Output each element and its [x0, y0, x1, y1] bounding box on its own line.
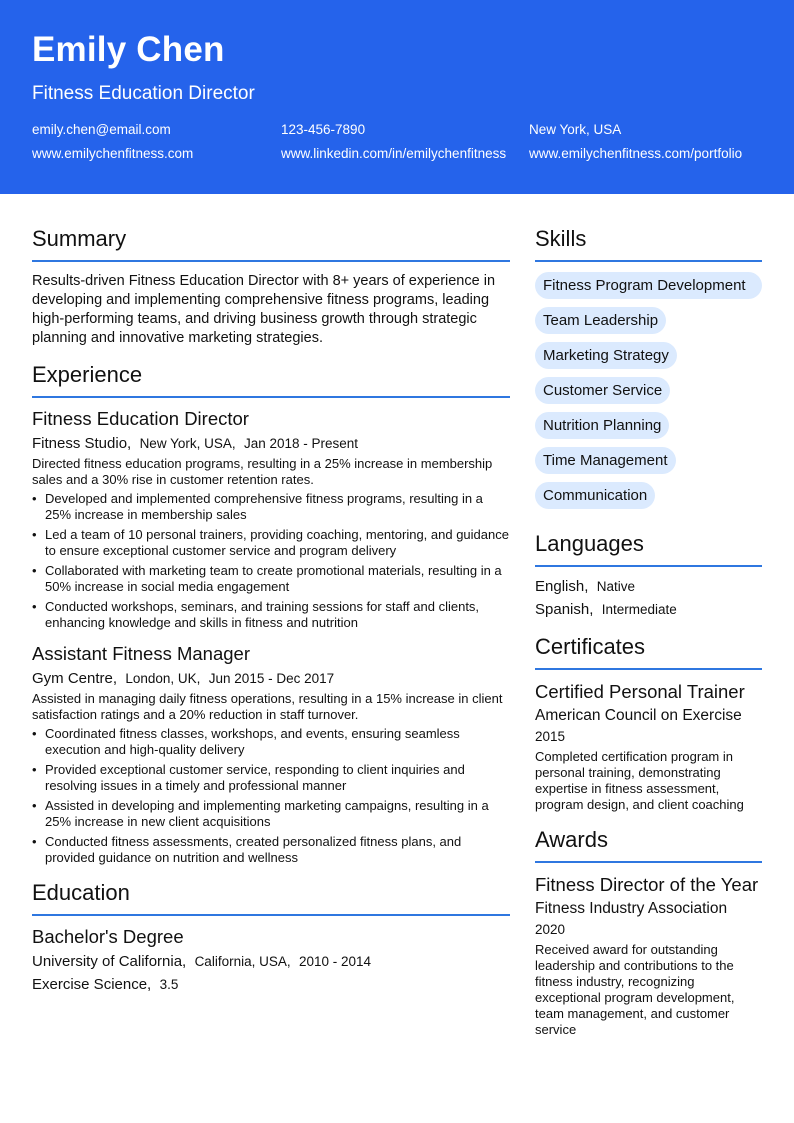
list-item: • Collaborated with marketing team to create promotional materials, resulting in a 50% increase in social media engagement [32, 563, 510, 595]
job-title: Assistant Fitness Manager [32, 643, 250, 664]
job-description: Directed fitness education programs, resulting in a 25% increase in membership sales and a 30% rise in customer retention rates. [32, 456, 493, 487]
school-location: California, USA, [194, 954, 291, 969]
job-dates: Jun 2015 - Dec 2017 [208, 671, 335, 686]
field-of-study: Exercise Science, [32, 976, 152, 993]
candidate-title: Fitness Education Director [32, 83, 255, 104]
skill-tag: Marketing Strategy [535, 342, 677, 369]
skill-tag: Communication [535, 482, 655, 509]
award-issuer: Fitness Industry Association [535, 900, 728, 917]
skills-list [535, 272, 762, 517]
company-name: Gym Centre, [32, 670, 118, 687]
section-heading: Languages [535, 531, 762, 567]
job-description: Assisted in managing daily fitness operations, resulting in a 15% increase in client satisfaction ratings and a 20% reduction in staff turnover. [32, 691, 503, 722]
section-heading: Awards [535, 827, 762, 863]
candidate-name: Emily Chen [32, 30, 225, 69]
language-name: Spanish, [535, 601, 594, 618]
job-location: New York, USA, [139, 436, 236, 451]
award-title: Fitness Director of the Year [535, 874, 759, 895]
phone-number: 123-456-7890 [281, 122, 366, 137]
job-meta [32, 434, 510, 454]
company-name: Fitness Studio, [32, 435, 132, 452]
certificate-description: Completed certification program in personal training, demonstrating expertise in fitness assessment, program design, and client coaching [535, 749, 744, 812]
skill-tag: Customer Service [535, 377, 670, 404]
education-meta [32, 952, 510, 972]
list-item: • Conducted workshops, seminars, and training sessions for staff and clients, enhancing knowledge and skills in fitness and nutrition [32, 599, 510, 631]
section-heading: Experience [32, 362, 510, 398]
skill-tag: Nutrition Planning [535, 412, 669, 439]
skill-tag: Time Management [535, 447, 676, 474]
education-field-row [32, 975, 510, 995]
list-item: • Conducted fitness assessments, created personalized fitness plans, and provided guidance on nutrition and wellness [32, 834, 510, 866]
email-link[interactable]: emily.chen@email.com [32, 122, 171, 137]
job-meta [32, 669, 510, 689]
certificate-title: Certified Personal Trainer [535, 681, 745, 702]
language-level: Intermediate [601, 602, 677, 617]
summary-section [32, 226, 510, 348]
portfolio-link[interactable]: www.emilychenfitness.com/portfolio [529, 146, 743, 161]
main-column [32, 226, 510, 995]
certificate-year: 2015 [535, 729, 566, 744]
list-item: • Provided exceptional customer service, responding to client inquiries and resolving issues in a timely and professional manner [32, 762, 510, 794]
languages-section [535, 531, 762, 620]
location: New York, USA [529, 122, 622, 137]
summary-text: Results-driven Fitness Education Director with 8+ years of experience in developing and implementing comprehensive fitness programs, leading high-performing teams, and driving business growth through strategic planning and innovative marketing strategies. [32, 273, 496, 346]
language-level: Native [596, 579, 635, 594]
job-entry [32, 643, 510, 866]
skill-tag: Fitness Program Development [535, 272, 762, 299]
job-title: Fitness Education Director [32, 408, 249, 429]
skill-tag: Team Leadership [535, 307, 666, 334]
section-heading: Certificates [535, 634, 762, 670]
certificates-section [535, 634, 762, 813]
job-bullets [32, 491, 510, 631]
degree: Bachelor's Degree [32, 926, 184, 947]
website-link[interactable]: www.emilychenfitness.com [32, 146, 194, 161]
list-item: • Coordinated fitness classes, workshops, and events, ensuring seamless execution and high-quality delivery [32, 726, 510, 758]
list-item: • Developed and implemented comprehensive fitness programs, resulting in a 25% increase in membership sales [32, 491, 510, 523]
section-heading: Skills [535, 226, 762, 262]
language-name: English, [535, 578, 589, 595]
job-dates: Jan 2018 - Present [243, 436, 359, 451]
section-heading: Summary [32, 226, 510, 262]
gpa: 3.5 [159, 977, 179, 992]
education-section [32, 880, 510, 995]
job-entry [32, 408, 510, 631]
list-item: • Assisted in developing and implementing marketing campaigns, resulting in a 25% increase in new client acquisitions [32, 798, 510, 830]
section-heading: Education [32, 880, 510, 916]
job-bullets [32, 726, 510, 866]
experience-section [32, 362, 510, 866]
award-year: 2020 [535, 922, 566, 937]
awards-section [535, 827, 762, 1038]
linkedin-link[interactable]: www.linkedin.com/in/emilychenfitness [281, 146, 507, 161]
side-column [535, 226, 762, 1038]
certificate-issuer: American Council on Exercise [535, 707, 742, 724]
resume-header [0, 0, 794, 194]
education-dates: 2010 - 2014 [298, 954, 372, 969]
list-item: • Led a team of 10 personal trainers, providing coaching, mentoring, and guidance to ensure exceptional customer service and program delivery [32, 527, 510, 559]
skills-section [535, 226, 762, 517]
school-name: University of California, [32, 953, 187, 970]
language-row [535, 577, 762, 597]
award-description: Received award for outstanding leadership and contributions to the fitness industry, recognizing exceptional program development, team management, and customer service [535, 942, 735, 1037]
language-row [535, 600, 762, 620]
job-location: London, UK, [125, 671, 201, 686]
